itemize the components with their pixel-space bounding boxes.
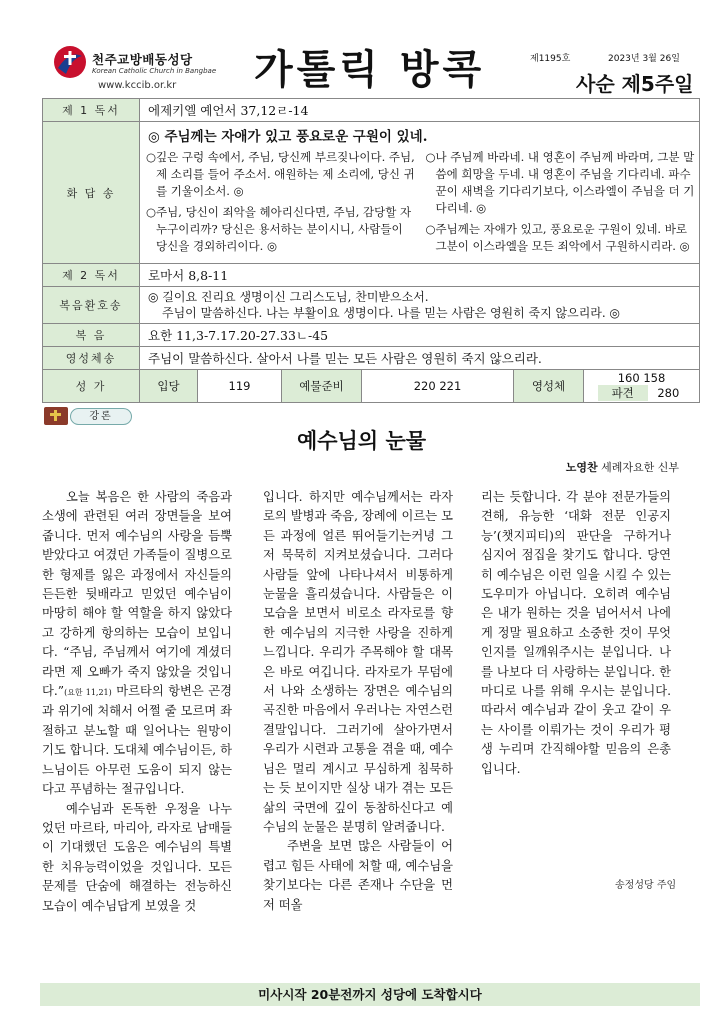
communion-antiphon-text: 주님이 말씀하신다. 살아서 나를 믿는 모든 사람은 영원히 죽지 않으리라. [140, 347, 700, 370]
bible-icon [44, 407, 68, 425]
church-url[interactable]: www.kccib.or.kr [98, 80, 177, 91]
second-reading-text: 로마서 8,8-11 [140, 264, 700, 287]
sermon-tag [44, 407, 132, 425]
recessional-hymn-label: 파견 [598, 385, 648, 401]
gospel-acclamation-row [43, 287, 700, 324]
sermon-title: 예수님의 눈물 [296, 429, 427, 453]
gospel-label: 복 음 [43, 324, 140, 347]
first-reading-label: 제 1 독서 [43, 99, 140, 122]
communion-hymn-numbers [584, 370, 700, 403]
entrance-hymn-number: 119 [198, 370, 282, 403]
church-logo-icon [52, 44, 88, 80]
bulletin-title: 가톨릭 방콕 [254, 46, 486, 93]
gospel-acclamation-text [140, 287, 700, 324]
offertory-hymn-numbers: 220 221 [362, 370, 514, 403]
church-name: 천주교방배동성당 [92, 52, 193, 67]
first-reading-row [43, 99, 700, 122]
church-name-english: Korean Catholic Church in Bangbae [92, 67, 217, 75]
author-role: 세례자요한 신부 [597, 461, 679, 474]
sermon-column-2 [263, 488, 453, 915]
gospel-row [43, 324, 700, 347]
psalm-verses-row [43, 146, 700, 264]
psalm-verse: ○깊은 구렁 속에서, 주님, 당신께 부르짖나이다. 주님, 제 소리를 들어 주소서. 애원하는 제 소리에, 당신 귀를 기울이소서. ◎ [146, 150, 415, 198]
offertory-hymn-label: 예물준비 [282, 370, 362, 403]
recessional-hymn-number: 280 [657, 386, 680, 400]
sermon-paragraph: 리는 듯합니다. 각 분야 전문가들의 견해, 유능한 ‘대화 전문 인공지능’(챗지피티)의 판단을 구하거나 심지어 점집을 찾기도 합니다. 당연히 예수님은 이런 일을 시킬 수 있는 도우미가 아닙니다. 오히려 예수님은 내가 원하는 것을 넘어서서 나에게 정말 필요하고 소중한 것이 무엇인지를 일깨워주시는 분입니다. 나를 나보다 더 사랑하는 분입니다. 한마디로 나를 위해 우시는 분입니다. 따라서 예수님과 같이 웃고 같이 우는 사이를 이뤄가는 것이 우리가 평생 누리며 간직해야할 믿음의 은총입니다. [481, 490, 671, 776]
communion-hymn-value: 160 158 [617, 371, 666, 385]
issue-number: 제1195호 [530, 54, 571, 64]
sermon-text: 오늘 복음은 한 사람의 죽음과 소생에 관련된 여러 장면들을 보여줍니다. 먼저 예수님의 사랑을 듬뿍 받았다고 여겼던 가족들이 질병으로 한 형제를 잃은 과정에서 자신들의 든든한 뒷배라고 믿었던 예수님이 마땅히 해야 할 역할을 하지 않았다고 강하게 항의하는 모습이 보입니다. “주님, 주님께서 여기에 계셨더라면 제 오빠가 죽지 않았을 것입니다.” [42, 490, 232, 699]
psalm-verses [140, 146, 700, 264]
gospel-text: 요한 11,3-7.17.20-27.33ㄴ-45 [140, 324, 700, 347]
communion-hymn-label: 영성체 [514, 370, 584, 403]
sermon-paragraph: 입니다. 하지만 예수님께서는 라자로의 발병과 죽음, 장례에 이르는 모든 과정에 얼른 뛰어들기는커녕 그저 묵묵히 지켜보셨습니다. 그러다 사람들 앞에 나타나셔서 비통하게 눈물을 흘리셨습니다. 사람들은 이 모습을 보면서 비로소 라자로를 향한 예수님의 지극한 사랑을 진하게 느낍니다. 우리가 주목해야 할 대목은 바로 여깁니다. 라자로가 무덤에서 나와 소생하는 장면은 예수님의 곡진한 마음에서 우러나는 자연스런 결말입니다. 그러기에 살아가면서 우리가 시련과 고통을 겪을 때, 예수님은 멀리 계시고 무심하게 침묵하는 듯 보이지만 실상 내가 겪는 모든 삶의 국면에 깊이 동참하신다고 예수님의 눈물은 분명히 알려줍니다. [263, 490, 453, 834]
acclamation-line: ◎ 길이요 진리요 생명이신 그리스도님, 찬미받으소서. [148, 290, 429, 304]
acclamation-line: 주님이 말씀하신다. 나는 부활이요 생명이다. 나를 믿는 사람은 영원히 죽지 않으리라. ◎ [162, 306, 621, 320]
sermon-column-1 [42, 488, 232, 916]
sermon-paragraph: 예수님과 돈독한 우정을 나누었던 마르타, 마리아, 라자로 남매들이 기대했던 도움은 예수님의 특별한 치유능력이었을 것입니다. 모든 문제를 단숨에 해결하는 전능하신 모습이 예수님답게 보였을 것 [42, 801, 232, 913]
second-reading-label: 제 2 독서 [43, 264, 140, 287]
second-reading-row [43, 264, 700, 287]
entrance-hymn-label: 입당 [140, 370, 198, 403]
psalm-verse: ○나 주님께 바라네. 내 영혼이 주님께 바라며, 그분 말씀에 희망을 두네. 내 영혼이 주님을 기다리네. 파수꾼이 새벽을 기다리기보다, 이스라엘이 주님을 더 기다리네. ◎ [425, 150, 695, 215]
sermon-text: 마르타의 항변은 곤경과 위기에 처해서 어쩔 줄 모르며 좌절하고 분노할 때 일어나는 원망이기도 합니다. 도대체 예수님이든, 하느님이든 아무런 도움이 되지 않는다고 푸념하는 절규입니다. [42, 684, 232, 797]
author-credit: 송정성당 주임 [615, 880, 677, 891]
hymns-row [43, 370, 700, 403]
psalm-row [43, 122, 700, 147]
psalm-verse: ○주님께는 자애가 있고, 풍요로운 구원이 있네. 바로 그분이 이스라엘을 모든 죄악에서 구원하시리라. ◎ [425, 222, 690, 253]
sermon-paragraph: 주변을 보면 많은 사람들이 어렵고 힘든 사태에 처할 때, 예수님을 찾기보다는 다른 존재나 수단을 먼저 떠올 [263, 839, 453, 912]
psalm-verse: ○주님, 당신이 죄악을 헤아리신다면, 주님, 감당할 자 누구이리까? 당신은 용서하는 분이시니, 사람들이 당신을 경외하리이다. ◎ [146, 205, 412, 253]
communion-antiphon-row [43, 347, 700, 370]
scripture-reference: (요한 11,21) [64, 688, 112, 698]
footer-notice: 미사시작 20분전까지 성당에 도착합시다 [40, 983, 700, 1006]
hymns-label: 성 가 [43, 370, 140, 403]
psalm-verses-right [420, 146, 700, 261]
author-name: 노영찬 [565, 461, 598, 474]
issue-date: 2023년 3월 26일 [608, 54, 680, 64]
sermon-column-3 [481, 488, 671, 779]
psalm-label: 화 답 송 [43, 122, 140, 264]
liturgy-table [42, 98, 700, 403]
gospel-acclamation-label: 복음환호송 [43, 287, 140, 324]
sermon-paragraph [42, 488, 232, 800]
first-reading-text: 에제키엘 예언서 37,12ㄹ-14 [140, 99, 700, 122]
psalm-verses-left [140, 146, 420, 261]
communion-antiphon-label: 영성체송 [43, 347, 140, 370]
liturgical-season: 사순 제5주일 [576, 72, 694, 96]
sermon-author [566, 459, 679, 475]
sermon-tag-label: 강론 [70, 408, 132, 425]
psalm-refrain: ◎ 주님께는 자애가 있고 풍요로운 구원이 있네. [140, 122, 700, 147]
masthead [30, 30, 698, 100]
